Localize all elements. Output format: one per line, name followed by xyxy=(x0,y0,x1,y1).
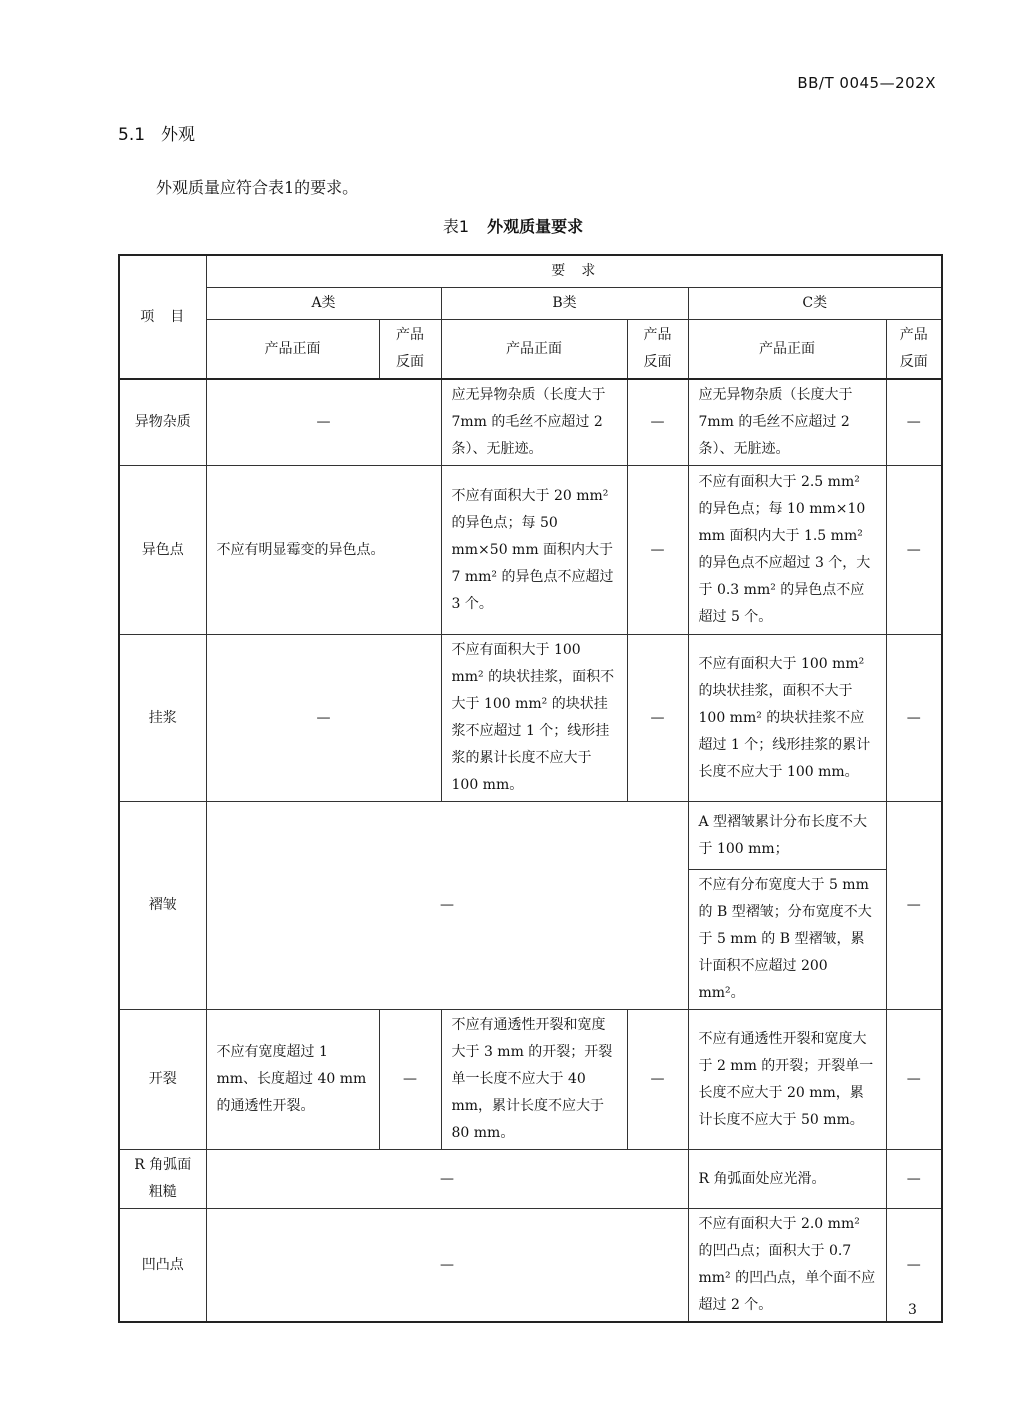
cell-c-front: 不应有面积大于 2.5 mm² 的异色点；每 10 mm×10 mm 面积内大于 1.5 mm² 的异色点不应超过 3 个，大于 0.3 mm² 的异色点不应超过 5 个。 xyxy=(688,466,886,635)
row-item-corner xyxy=(119,1150,206,1209)
cell-c-back: — xyxy=(886,635,942,802)
cell-a: — xyxy=(206,379,441,466)
cell-c-front-1: A 型褶皱累计分布长度不大于 100 mm； xyxy=(688,802,886,870)
appearance-quality-table xyxy=(118,254,943,1323)
cell-c-back: — xyxy=(886,379,942,466)
row-item-dent: 凹凸点 xyxy=(119,1209,206,1323)
cell-b-back: — xyxy=(627,466,688,635)
back-line1: 产品 xyxy=(899,327,928,343)
cell-c-back: — xyxy=(886,802,942,1010)
header-b-back xyxy=(627,320,688,380)
page-number: 3 xyxy=(908,1302,917,1318)
cell-ab: — xyxy=(206,1150,688,1209)
header-c-front: 产品正面 xyxy=(688,320,886,380)
header-class-b: B类 xyxy=(441,288,688,320)
header-item: 项 目 xyxy=(119,255,206,379)
section-number: 5.1 xyxy=(118,125,146,145)
header-c-back xyxy=(886,320,942,380)
cell-b-front: 应无异物杂质（长度大于7mm 的毛丝不应超过 2 条）、无脏迹。 xyxy=(441,379,627,466)
table-caption-number: 表1 xyxy=(442,217,470,236)
cell-b-front: 不应有通透性开裂和宽度大于 3 mm 的开裂；开裂单一长度不应大于 40 mm，累计长度不应大于 80 mm。 xyxy=(441,1010,627,1150)
header-class-a: A类 xyxy=(206,288,441,320)
table-row xyxy=(119,1209,942,1323)
row-item-foreign: 异物杂质 xyxy=(119,379,206,466)
intro-paragraph: 外观质量应符合表1的要求。 xyxy=(156,178,359,197)
cell-c-front: 应无异物杂质（长度大于7mm 的毛丝不应超过 2 条）、无脏迹。 xyxy=(688,379,886,466)
back-line2: 反面 xyxy=(899,354,928,370)
cell-b-back: — xyxy=(627,1010,688,1150)
cell-b-back: — xyxy=(627,379,688,466)
corner-line1: R 角弧面 xyxy=(134,1157,192,1173)
cell-a: — xyxy=(206,635,441,802)
table-row xyxy=(119,1010,942,1150)
cell-ab: — xyxy=(206,802,688,1010)
back-line1: 产品 xyxy=(396,327,424,343)
row-item-spots: 异色点 xyxy=(119,466,206,635)
back-line2: 反面 xyxy=(396,354,424,370)
header-class-c: C类 xyxy=(688,288,942,320)
cell-c-front: 不应有面积大于 2.0 mm² 的凹凸点；面积大于 0.7 mm² 的凹凸点，单个面不应超过 2 个。 xyxy=(688,1209,886,1323)
back-line1: 产品 xyxy=(643,327,672,343)
corner-line2: 粗糙 xyxy=(148,1184,177,1200)
cell-b-front: 不应有面积大于 100 mm² 的块状挂浆，面积不大于 100 mm² 的块状挂浆不应超过 1 个；线形挂浆的累计长度不应大于 100 mm。 xyxy=(441,635,627,802)
cell-b-back: — xyxy=(627,635,688,802)
back-line2: 反面 xyxy=(643,354,672,370)
header-requirements: 要 求 xyxy=(206,255,942,288)
table-row xyxy=(119,1150,942,1209)
cell-a-back: — xyxy=(379,1010,441,1150)
table-row xyxy=(119,635,942,802)
table-caption-title: 外观质量要求 xyxy=(487,217,584,236)
cell-a-front: 不应有宽度超过 1 mm、长度超过 40 mm 的通透性开裂。 xyxy=(206,1010,379,1150)
table-caption xyxy=(0,214,1026,237)
table-row xyxy=(119,379,942,466)
section-title: 外观 xyxy=(161,125,196,145)
cell-c-back: — xyxy=(886,1010,942,1150)
section-heading xyxy=(118,120,195,145)
row-item-crack: 开裂 xyxy=(119,1010,206,1150)
header-b-front: 产品正面 xyxy=(441,320,627,380)
cell-c-front: R 角弧面处应光滑。 xyxy=(688,1150,886,1209)
cell-c-front-2: 不应有分布宽度大于 5 mm 的 B 型褶皱；分布宽度不大于 5 mm 的 B 型褶皱，累计面积不应超过 200 mm²。 xyxy=(688,870,886,1010)
header-a-back xyxy=(379,320,441,380)
row-item-wrinkle: 褶皱 xyxy=(119,802,206,1010)
cell-a: 不应有明显霉变的异色点。 xyxy=(206,466,441,635)
cell-c-back: — xyxy=(886,1150,942,1209)
header-a-front: 产品正面 xyxy=(206,320,379,380)
cell-c-back: — xyxy=(886,1209,942,1323)
table-row xyxy=(119,802,942,870)
table-row xyxy=(119,466,942,635)
cell-c-front: 不应有面积大于 100 mm² 的块状挂浆，面积不大于 100 mm² 的块状挂浆不应超过 1 个；线形挂浆的累计长度不应大于 100 mm。 xyxy=(688,635,886,802)
cell-c-front: 不应有通透性开裂和宽度大于 2 mm 的开裂；开裂单一长度不应大于 20 mm，累计长度不应大于 50 mm。 xyxy=(688,1010,886,1150)
cell-ab: — xyxy=(206,1209,688,1323)
cell-b-front: 不应有面积大于 20 mm² 的异色点；每 50 mm×50 mm 面积内大于 7 mm² 的异色点不应超过 3 个。 xyxy=(441,466,627,635)
standard-code: BB/T 0045—202X xyxy=(797,74,936,92)
row-item-pulp: 挂浆 xyxy=(119,635,206,802)
cell-c-back: — xyxy=(886,466,942,635)
